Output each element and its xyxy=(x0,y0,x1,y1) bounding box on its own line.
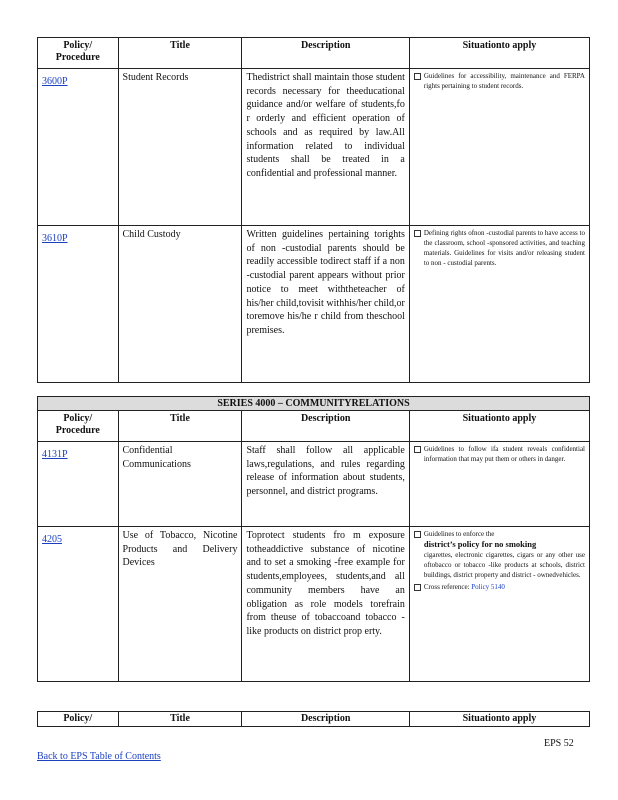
header-title: Title xyxy=(118,712,242,727)
policy-table-continued xyxy=(37,711,590,727)
row-situations xyxy=(409,69,589,226)
header-policy: Policy/ Procedure xyxy=(38,411,119,442)
row-description: Written guidelines pertaining torights of non -custodial parents should be readily accessible todirect staff if a non -custodial parent appears without prior notice to meet withtheteacher of his/her child,tovisit withhis/her child,or toremove his/he r child from theschool premises. xyxy=(242,226,409,383)
row-situations xyxy=(409,442,589,527)
policy-table-4000 xyxy=(37,396,590,682)
series-label: SERIES 4000 – COMMUNITYRELATIONS xyxy=(38,397,590,411)
header-title: Title xyxy=(118,411,242,442)
header-situation: Situationto apply xyxy=(409,712,589,727)
header-situation: Situationto apply xyxy=(409,411,589,442)
header-policy: Policy/ Procedure xyxy=(38,38,119,69)
row-title: Confidential Communications xyxy=(118,442,242,527)
header-situation: Situationto apply xyxy=(409,38,589,69)
page-number: EPS 52 xyxy=(544,738,574,749)
cross-reference-link[interactable]: Policy 5140 xyxy=(471,583,505,591)
back-to-contents-link[interactable]: Back to EPS Table of Contents xyxy=(37,751,161,762)
header-description: Description xyxy=(242,38,409,69)
header-policy: Policy/ xyxy=(38,712,119,727)
cross-reference-label: Cross reference: xyxy=(423,583,470,591)
header-title: Title xyxy=(118,38,242,69)
policy-link-4205[interactable]: 4205 xyxy=(42,534,62,545)
header-description: Description xyxy=(242,712,409,727)
table-header-row xyxy=(38,712,590,727)
row-title: Student Records xyxy=(118,69,242,226)
situation-intro: Guidelines to enforce the xyxy=(423,530,495,538)
row-title: Child Custody xyxy=(118,226,242,383)
situation-text: Guidelines for accessibility, maintenance and FERPA rights pertaining to student records. xyxy=(423,72,585,90)
header-description: Description xyxy=(242,411,409,442)
checkbox-bullet-icon xyxy=(414,531,421,538)
table-row xyxy=(38,69,590,226)
checkbox-bullet-icon xyxy=(414,230,421,237)
policy-link-4131p[interactable]: 4131P xyxy=(42,449,68,460)
policy-table-3000 xyxy=(37,37,590,383)
row-title: Use of Tobacco, Nicotine Products and Delivery Devices xyxy=(118,527,242,682)
row-description: Thedistrict shall maintain those student records necessary for theeducational guidance and/or welfare of students,fo r orderly and efficient operation of schools and as required by law.All information related to individual students shall be treated in a confidential and professional manner. xyxy=(242,69,409,226)
situation-text: Defining rights ofnon -custodial parents to have access to the classroom, school -sponsored activities, and teaching materials. Guidelines for visits and/or releasing student to non - custodial parents. xyxy=(423,229,585,267)
table-header-row xyxy=(38,411,590,442)
table-row xyxy=(38,226,590,383)
row-situations xyxy=(409,226,589,383)
table-row xyxy=(38,442,590,527)
situation-emphasis: district’s policy for no smoking xyxy=(423,539,537,549)
table-header-row xyxy=(38,38,590,69)
checkbox-bullet-icon xyxy=(414,73,421,80)
checkbox-bullet-icon xyxy=(414,584,421,591)
situation-text: Guidelines to follow ifa student reveals confidential information that may put them or others in danger. xyxy=(423,445,585,463)
policy-link-3610p[interactable]: 3610P xyxy=(42,233,68,244)
checkbox-bullet-icon xyxy=(414,446,421,453)
row-description: Staff shall follow all applicable laws,regulations, and rules regarding release of information about students, personnel, and district programs. xyxy=(242,442,409,527)
table-row xyxy=(38,527,590,682)
situation-rest: cigarettes, electronic cigarettes, cigars or any other use oftobacco or tobacco -like products at schools, district buildings, district property and district - ownedvehicles. xyxy=(423,551,585,579)
policy-link-3600p[interactable]: 3600P xyxy=(42,76,68,87)
row-situations xyxy=(409,527,589,682)
series-header-row xyxy=(38,397,590,411)
row-description: Toprotect students fro m exposure totheaddictive substance of nicotine and to set a smoking -free example for students,employees, students,and all community members have an obligation as role models torefrain from theuse of tobaccoand tobacco -like products on district prop erty. xyxy=(242,527,409,682)
